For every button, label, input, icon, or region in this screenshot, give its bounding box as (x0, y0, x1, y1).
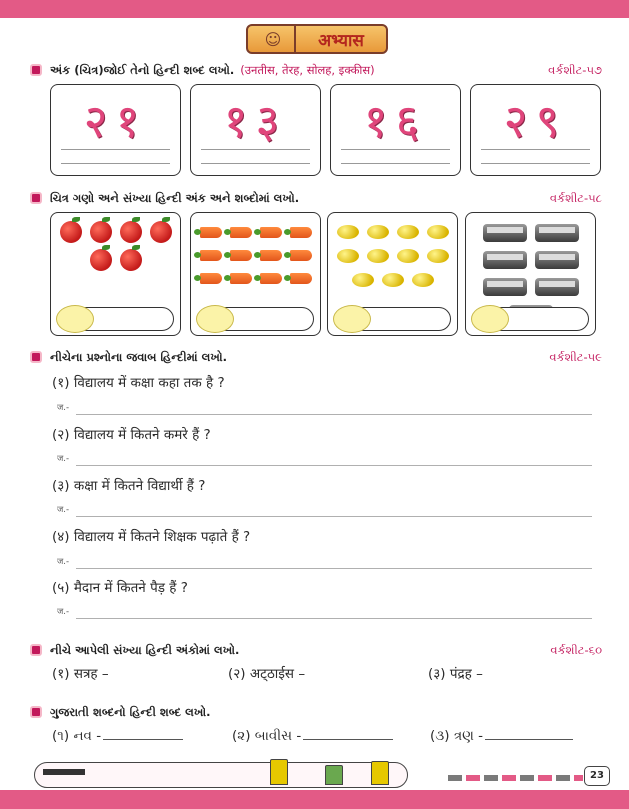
bullet-icon (30, 192, 42, 204)
lemon-icon (367, 225, 389, 239)
bus-icon (535, 278, 579, 296)
carrot-icon (290, 273, 312, 284)
bus-icon (483, 224, 527, 242)
convert-item-1: (१) सत्रह – (52, 666, 109, 682)
bullet-icon (30, 64, 42, 76)
section-1-header (30, 60, 602, 80)
bus-icon (483, 278, 527, 296)
number-oval[interactable] (56, 305, 94, 333)
carrot-icon (230, 227, 252, 238)
apple-icon (150, 221, 172, 243)
section-3-worksheet: વર્કશીટ-૫૯ (549, 349, 602, 364)
answer-line[interactable] (76, 568, 592, 569)
lemon-icon (427, 249, 449, 263)
lemon-icon (397, 225, 419, 239)
page-number: 23 (584, 766, 610, 786)
lemon-icon (382, 273, 404, 287)
picture-box-apples (50, 212, 181, 336)
answer-blank[interactable] (303, 728, 393, 740)
answer-line (481, 149, 590, 150)
section-3-header (30, 347, 602, 367)
section-4-worksheet: વર્કશીટ-૬૦ (550, 642, 602, 657)
number-box-2 (190, 84, 321, 176)
section-5-header (30, 702, 602, 722)
number-box-1 (50, 84, 181, 176)
answer-blank[interactable] (485, 728, 573, 740)
lemon-icon (427, 225, 449, 239)
carrot-icon (200, 250, 222, 261)
bottom-band (0, 790, 629, 809)
apple-icon (120, 249, 142, 271)
question-5: (५) मैदान में कितने पैड़ हैं ? (52, 580, 188, 596)
carrot-group (199, 221, 312, 284)
answer-line (341, 163, 450, 164)
carrot-icon (230, 273, 252, 284)
answer-line (341, 149, 450, 150)
lemon-icon (337, 225, 359, 239)
number-digits: १३ (223, 94, 288, 148)
answer-line (61, 163, 170, 164)
picture-box-lemons (327, 212, 458, 336)
carrot-icon (200, 273, 222, 284)
section-4-header (30, 640, 602, 660)
picture-box-carrots (190, 212, 321, 336)
carrot-icon (260, 227, 282, 238)
translate-label: (૨) બાવીસ - (232, 728, 302, 744)
answer-line (61, 149, 170, 150)
apple-icon (60, 221, 82, 243)
carrot-icon (290, 250, 312, 261)
tower-icon (371, 761, 389, 785)
question-3: (३) कक्षा में कितने विद्यार्थी हैं ? (52, 478, 206, 494)
bullet-icon (30, 351, 42, 363)
carrot-icon (260, 273, 282, 284)
tower-icon (325, 765, 343, 785)
bullet-icon (30, 706, 42, 718)
picture-box-buses (465, 212, 596, 336)
translate-label: (૩) ત્રણ - (430, 728, 484, 744)
carrot-icon (290, 227, 312, 238)
banner-title: अभ्यास (318, 30, 364, 51)
lemon-icon (337, 249, 359, 263)
carrot-icon (200, 227, 222, 238)
bus-icon (483, 251, 527, 269)
apple-icon (90, 221, 112, 243)
lemon-group (336, 221, 449, 287)
answer-line[interactable] (76, 414, 592, 415)
answer-line[interactable] (76, 618, 592, 619)
answer-prefix: ज.- (57, 607, 70, 617)
top-band (0, 0, 629, 18)
tower-icon (270, 759, 288, 785)
bullet-icon (30, 644, 42, 656)
carrot-icon (230, 250, 252, 261)
number-box-4 (470, 84, 601, 176)
section-1-worksheet: વર્કશીટ-૫૭ (548, 62, 602, 77)
number-digits: २१ (83, 94, 148, 148)
translate-item-2 (232, 728, 393, 744)
convert-item-2: (२) अट्‌ठाईस – (228, 666, 306, 682)
bus-icon (535, 251, 579, 269)
lemon-icon (367, 249, 389, 263)
number-box-3 (330, 84, 461, 176)
section-1-hint: (उनतीस, तेरह, सोलह, इक्कीस) (240, 62, 375, 77)
footer-strip (448, 775, 583, 781)
translate-label: (૧) નવ - (52, 728, 102, 744)
lemon-icon (412, 273, 434, 287)
question-1: (१) विद्यालय में कक्षा कहा तक है ? (52, 375, 225, 391)
bus-icon (535, 224, 579, 242)
answer-field[interactable] (334, 307, 451, 331)
section-4-title: નીચે આપેલી સંખ્યા હિન્દી અંકોમાં લખો. (50, 642, 240, 657)
answer-field[interactable] (197, 307, 314, 331)
answer-field[interactable] (57, 307, 174, 331)
apple-icon (90, 249, 112, 271)
number-digits: २९ (503, 94, 568, 148)
answer-prefix: ज.- (57, 505, 70, 515)
answer-prefix: ज.- (57, 454, 70, 464)
section-2-header (30, 188, 602, 208)
answer-line (481, 163, 590, 164)
section-1-title: અંક (ચિત્ર)જોઈ તેનો હિન્દી શબ્દ લખો. (50, 62, 235, 77)
answer-line (201, 149, 310, 150)
answer-prefix: ज.- (57, 403, 70, 413)
number-oval[interactable] (333, 305, 371, 333)
translate-item-3 (430, 728, 573, 744)
answer-field[interactable] (472, 307, 589, 331)
apple-icon (120, 221, 142, 243)
answer-line[interactable] (76, 465, 592, 466)
answer-line (201, 163, 310, 164)
section-5-title: ગુજરાતી શબ્દનો હિન્દી શબ્દ લખો. (50, 704, 211, 719)
number-oval[interactable] (471, 305, 509, 333)
lemon-icon (397, 249, 419, 263)
answer-blank[interactable] (103, 728, 183, 740)
footer-logo (43, 769, 85, 775)
section-2-title: ચિત્ર ગણો અને સંખ્યા હિન્દી અંક અને શબ્દોમાં લખો. (50, 190, 300, 205)
answer-line[interactable] (76, 516, 592, 517)
apple-group (59, 221, 172, 271)
question-4: (४) विद्यालय में कितने शिक्षक पढ़ाते हैं ? (52, 529, 251, 545)
convert-item-3: (३) पंद्रह – (428, 666, 483, 682)
footer-decoration (34, 762, 408, 788)
question-2: (२) विद्यालय में कितने कमरे हैं ? (52, 427, 211, 443)
number-digits: १६ (363, 94, 428, 148)
lemon-icon (352, 273, 374, 287)
translate-item-1 (52, 728, 183, 744)
section-2-worksheet: વર્કશીટ-૫૮ (549, 190, 602, 205)
section-3-title: નીચેના પ્રશ્નોના જવાબ હિન્દીમાં લખો. (50, 349, 228, 364)
carrot-icon (260, 250, 282, 261)
kids-reading-icon: ☺ (252, 26, 296, 52)
title-banner (246, 24, 388, 54)
number-oval[interactable] (196, 305, 234, 333)
answer-prefix: ज.- (57, 557, 70, 567)
